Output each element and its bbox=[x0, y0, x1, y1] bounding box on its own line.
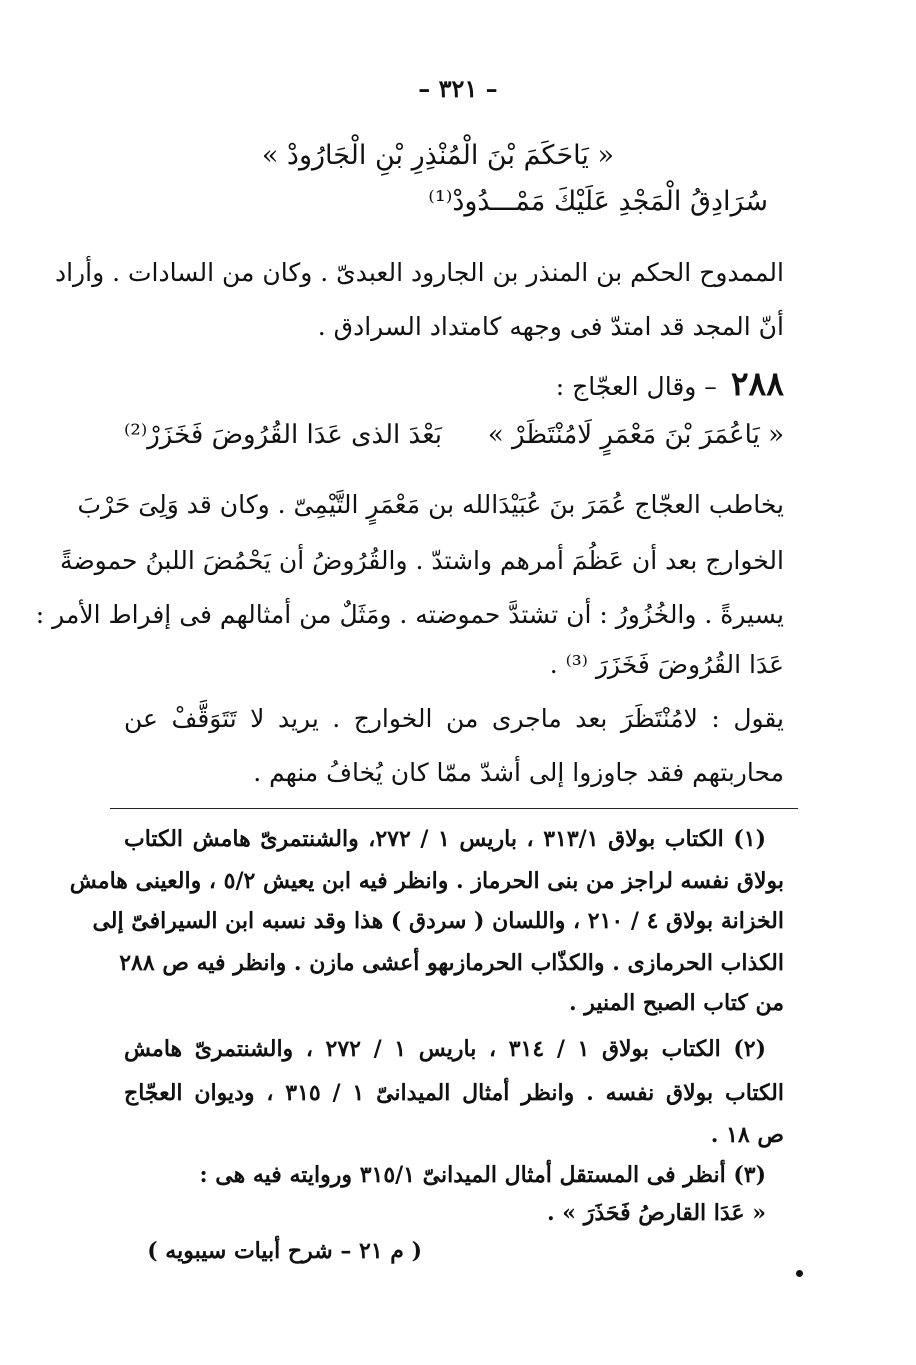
footnote-2-line-1: (٢) الكتاب بولاق ١ / ٣١٤ ، باريس ١ / ٢٧٢ ، والشنتمرىّ هامش bbox=[124, 1036, 766, 1062]
verse-1-first-hemistich: « يَاحَكَمَ بْنَ الْمُنْذِرِ بْنِ الْجَارُودْ » bbox=[261, 140, 614, 171]
verse-2 bbox=[124, 420, 784, 450]
paragraph-2-line-4: عَدَا القُرُوضَ فَخَزَرَ ⁽³⁾ . bbox=[549, 650, 784, 679]
page-signature-caption: ( م ٢١ – شرح أبيات سيبويه ) bbox=[147, 1238, 422, 1264]
footnote-3-line-1: (٣) أنظر فى المستقل أمثال الميدانىّ ٣١٥/١ وروايته فيه هى : bbox=[199, 1162, 766, 1188]
paragraph-3-line-2: محاربتهم فقد جاوزوا إلى أشدّ ممّا كان يُخافُ منهم . bbox=[253, 758, 784, 787]
footnote-3-line-2: « عَدَا القارصُ فَحَذَرَ » . bbox=[546, 1200, 766, 1226]
paragraph-3-line-1: يقول : لامُنْتَظَرَ بعد ماجرى من الخوارج . يريد لا تَتَوَقَّفْ عن bbox=[124, 704, 784, 733]
footnote-separator bbox=[110, 808, 798, 809]
footnote-1-line-3: الخزانة بولاق ٤ / ٢١٠ ، واللسان ( سردق ) هذا وقد نسبه ابن السيرافىّ إلى bbox=[92, 908, 784, 934]
verse-2-second-hemistich: بَعْدَ الذى عَدَا القُرُوضَ فَخَزَرْ⁽²⁾ bbox=[124, 420, 442, 450]
page-number: – ٣٢١ – bbox=[418, 74, 498, 103]
footnote-2-line-3: ص ١٨ . bbox=[710, 1122, 784, 1148]
verse-1-second-hemistich: سُرَادِقُ الْمَجْدِ عَلَيْكَ مَمْـــدُودْ⁽¹⁾ bbox=[428, 186, 768, 217]
paragraph-1-line-1: الممدوح الحكم بن المنذر بن الجارود العبدىّ . وكان من السادات . وأراد bbox=[54, 258, 784, 287]
footnote-1-line-4: الكذاب الحرمازى . والكذّاب الحرمازىهو أعشى مازن . وانظر فيه ص ٢٨٨ bbox=[119, 950, 784, 976]
footnote-2-line-2: الكتاب بولاق نفسه . وانظر أمثال الميدانىّ ١ / ٣١٥ ، وديوان العجّاج bbox=[124, 1080, 784, 1106]
paragraph-2-line-3: يسيرةً . والخُزُورُ : أن تشتدَّ حموضته . ومَثَلٌ من أمثالهم فى إفراط الأمر : bbox=[35, 600, 784, 629]
entry-heading bbox=[556, 364, 784, 403]
paragraph-1-line-2: أنّ المجد قد امتدّ فى وجهه كامتداد السرادق . bbox=[317, 312, 784, 341]
paragraph-2-line-1: يخاطب العجّاج عُمَرَ بنَ عُبَيْدَالله بن مَعْمَرٍ التَّيْمِىّ . وكان قد وَلِىَ حَرْبَ bbox=[77, 490, 784, 519]
footnote-1-line-2: بولاق نفسه لراجز من بنى الحرماز . وانظر فيه ابن يعيش ٥/٢ ، والعينى هامش bbox=[69, 868, 784, 894]
ink-dot bbox=[796, 1270, 803, 1277]
paragraph-2-line-2: الخوارج بعد أن عَظُمَ أمرهم واشتدّ . والقُرُوضُ أن يَحْمُضَ اللبنُ حموضةً bbox=[60, 546, 784, 575]
footnote-1-line-5: من كتاب الصبح المنير . bbox=[568, 990, 784, 1016]
footnote-1-line-1: (١) الكتاب بولاق ٣١٣/١ ، باريس ١ / ٢٧٢، والشنتمرىّ هامش الكتاب bbox=[124, 826, 766, 852]
verse-2-first-hemistich: « يَاعُمَرَ بْنَ مَعْمَرٍ لَامُنْتَظَرْ » bbox=[487, 420, 784, 450]
entry-intro: – وقال العجّاج : bbox=[555, 372, 717, 401]
entry-number: ٢٨٨ bbox=[730, 364, 784, 403]
